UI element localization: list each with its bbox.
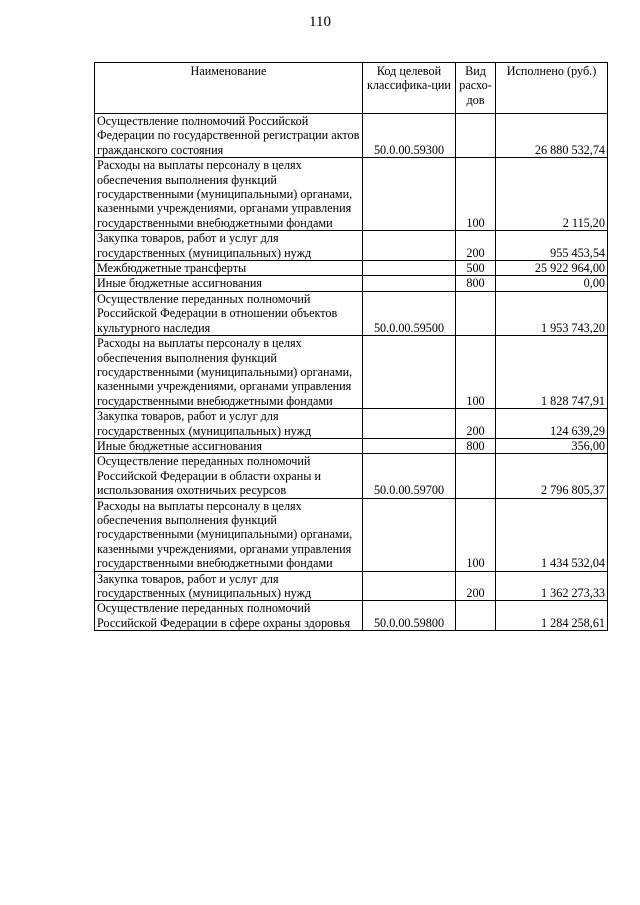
row-amount-cell: 1 362 273,33 (496, 571, 608, 601)
row-type-cell: 100 (456, 498, 496, 571)
row-amount-cell: 0,00 (496, 276, 608, 291)
row-code-cell: 50.0.00.59700 (363, 454, 456, 498)
row-type-cell: 800 (456, 276, 496, 291)
table-row (95, 291, 608, 335)
row-amount-cell: 2 115,20 (496, 158, 608, 231)
row-amount-cell: 955 453,54 (496, 231, 608, 261)
row-type-cell (456, 291, 496, 335)
row-type-cell: 200 (456, 231, 496, 261)
table-row (95, 114, 608, 158)
row-code-cell (363, 336, 456, 409)
row-amount-cell: 1 828 747,91 (496, 336, 608, 409)
row-name-cell: Осуществление полномочий Российской Федерации по государственной регистрации актов гражданского состояния (95, 114, 363, 158)
row-type-cell: 800 (456, 438, 496, 453)
column-header-type: Вид расхо-дов (456, 63, 496, 114)
table-row (95, 454, 608, 498)
row-amount-cell: 25 922 964,00 (496, 261, 608, 276)
row-amount-cell: 1 953 743,20 (496, 291, 608, 335)
column-header-code: Код целевой классифика-ции (363, 63, 456, 114)
row-type-cell: 200 (456, 409, 496, 439)
row-type-cell: 100 (456, 158, 496, 231)
table-row (95, 231, 608, 261)
row-code-cell: 50.0.00.59500 (363, 291, 456, 335)
row-amount-cell: 356,00 (496, 438, 608, 453)
row-type-cell (456, 114, 496, 158)
column-header-name-label: Наименование (190, 64, 267, 78)
row-code-cell: 50.0.00.59300 (363, 114, 456, 158)
row-code-cell (363, 498, 456, 571)
table-row (95, 498, 608, 571)
table-row (95, 571, 608, 601)
row-code-cell (363, 276, 456, 291)
row-code-cell (363, 231, 456, 261)
row-name-cell: Осуществление переданных полномочий Российской Федерации в отношении объектов культурного наследия (95, 291, 363, 335)
row-amount-cell: 124 639,29 (496, 409, 608, 439)
table-row (95, 276, 608, 291)
row-name-cell: Иные бюджетные ассигнования (95, 438, 363, 453)
row-amount-cell: 1 434 532,04 (496, 498, 608, 571)
table-body (95, 114, 608, 631)
row-name-cell: Закупка товаров, работ и услуг для государственных (муниципальных) нужд (95, 409, 363, 439)
table-row (95, 158, 608, 231)
table-row (95, 601, 608, 631)
row-code-cell (363, 158, 456, 231)
row-name-cell: Закупка товаров, работ и услуг для государственных (муниципальных) нужд (95, 571, 363, 601)
row-name-cell: Закупка товаров, работ и услуг для государственных (муниципальных) нужд (95, 231, 363, 261)
row-amount-cell: 26 880 532,74 (496, 114, 608, 158)
page-number: 110 (309, 14, 331, 30)
row-name-cell: Расходы на выплаты персоналу в целях обеспечения выполнения функций государственными (муниципальными) органами, казенными учреждениями, органами управления государственными внебюджетными фондами (95, 498, 363, 571)
row-code-cell: 50.0.00.59800 (363, 601, 456, 631)
table-row (95, 336, 608, 409)
row-name-cell: Расходы на выплаты персоналу в целях обеспечения выполнения функций государственными (муниципальными) органами, казенными учреждениями, органами управления государственными внебюджетными фондами (95, 158, 363, 231)
row-name-cell: Расходы на выплаты персоналу в целях обеспечения выполнения функций государственными (муниципальными) органами, казенными учреждениями, органами управления государственными внебюджетными фондами (95, 336, 363, 409)
row-name-cell: Межбюджетные трансферты (95, 261, 363, 276)
column-header-name (95, 63, 363, 114)
row-amount-cell: 1 284 258,61 (496, 601, 608, 631)
table-row (95, 409, 608, 439)
expenditure-table (94, 62, 608, 631)
row-code-cell (363, 571, 456, 601)
row-type-cell: 500 (456, 261, 496, 276)
row-name-cell: Иные бюджетные ассигнования (95, 276, 363, 291)
row-type-cell: 200 (456, 571, 496, 601)
row-name-cell: Осуществление переданных полномочий Российской Федерации в сфере охраны здоровья (95, 601, 363, 631)
column-header-amount: Исполнено (руб.) (496, 63, 608, 114)
row-code-cell (363, 438, 456, 453)
table-row (95, 261, 608, 276)
row-type-cell (456, 454, 496, 498)
table-row (95, 438, 608, 453)
row-type-cell: 100 (456, 336, 496, 409)
table-header-row (95, 63, 608, 114)
row-name-cell: Осуществление переданных полномочий Российской Федерации в области охраны и использования охотничьих ресурсов (95, 454, 363, 498)
row-code-cell (363, 261, 456, 276)
row-type-cell (456, 601, 496, 631)
row-code-cell (363, 409, 456, 439)
row-amount-cell: 2 796 805,37 (496, 454, 608, 498)
